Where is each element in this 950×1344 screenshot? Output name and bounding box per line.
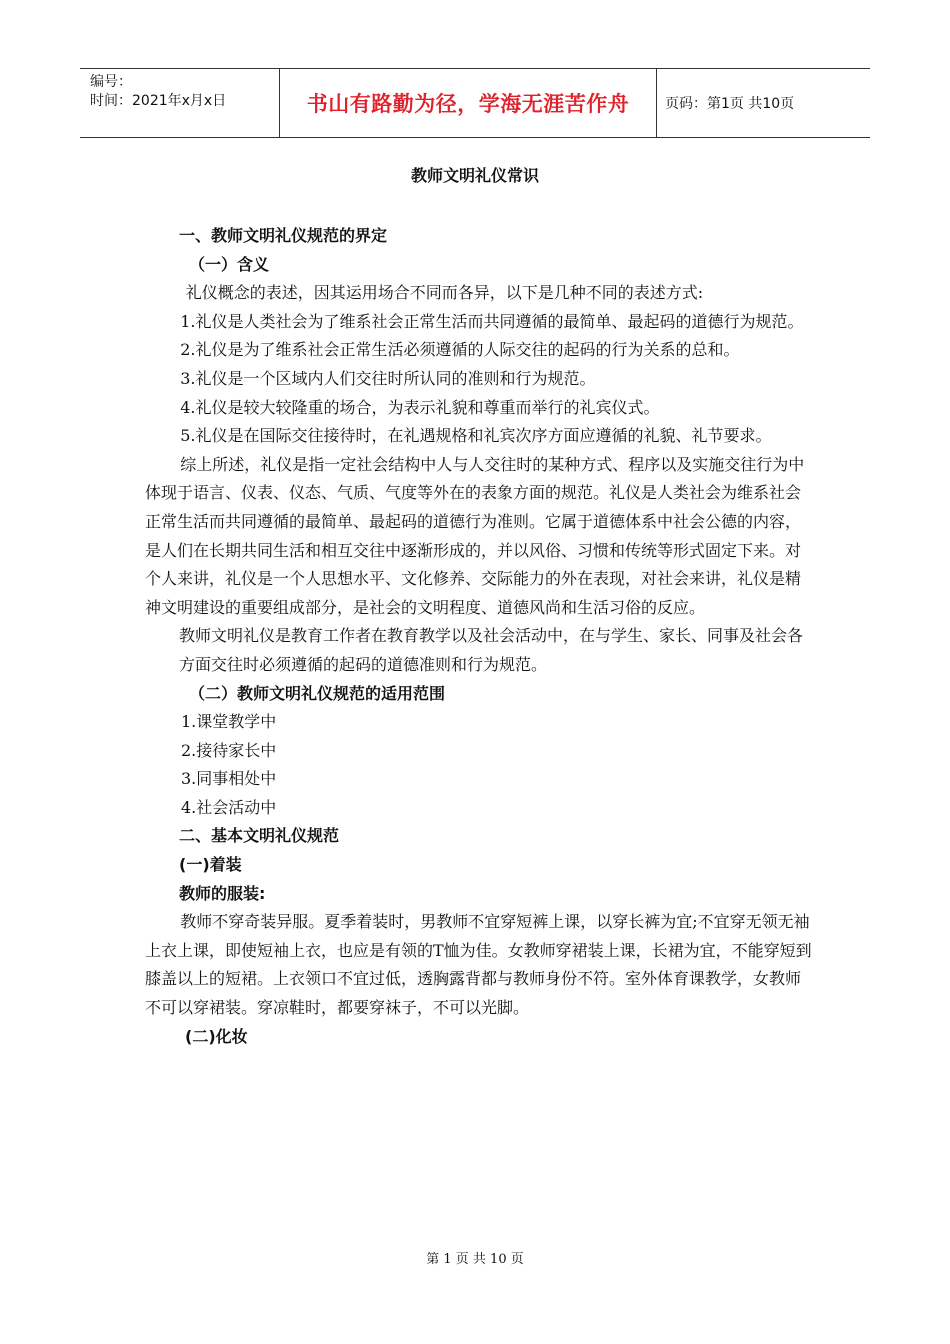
definition-3: 3.礼仪是一个区域内人们交往时所认同的准则和行为规范。 [180,368,596,388]
header-meta [80,69,280,137]
section-1-sub-2: （二）教师文明礼仪规范的适用范围 [189,683,446,703]
section-2-sub-2: (二)化妆 [185,1026,248,1046]
section-1-sub-1: （一）含义 [189,254,270,274]
summary-paragraph: 综上所述，礼仪是指一定社会结构中人与人交往时的某种方式、程序以及实施交往行为中体现于语言、仪表、仪态、气质、气度等外在的表象方面的规范。礼仪是人类社会为维系社会正常生活而共同遵循的最简单、最起码的道德行为准则。它属于道德体系中社会公德的内容，是人们在长期共同生活和相互交往中逐渐形成的，并以风俗、习惯和传统等形式固定下来。对个人来讲，礼仪是一个人思想水平、文化修养、交际能力的外在表现，对社会来讲，礼仪是精神文明建设的重要组成部分，是社会的文明程度、道德风尚和生活习俗的反应。 [145,454,805,617]
definition-5: 5.礼仪是在国际交往接待时，在礼遇规格和礼宾次序方面应遵循的礼貌、礼节要求。 [180,426,772,446]
clothing-paragraph: 教师不穿奇装异服。夏季着装时，男教师不宜穿短裤上课，以穿长裤为宜;不宜穿无领无袖上衣上课，即使短袖上衣，也应是有领的T恤为佳。女教师穿裙装上课，长裙为宜，不能穿短到膝盖以上的短裙。上衣领口不宜过低，透胸露背都与教师身份不符。室外体育课教学，女教师不可以穿裙装。穿凉鞋时，都要穿袜子，不可以光脚。 [145,912,812,1018]
teacher-definition: 教师文明礼仪是教育工作者在教育教学以及社会活动中，在与学生、家长、同事及社会各方面交往时必须遵循的起码的道德准则和行为规范。 [179,626,804,674]
page-footer: 第 1 页 共 10 页 [426,1252,524,1267]
intro-paragraph: 礼仪概念的表述，因其运用场合不同而各异，以下是几种不同的表述方式: [185,283,704,303]
section-1-heading: 一、教师文明礼仪规范的界定 [179,226,388,245]
section-2-sub-1: (一)着装 [179,855,242,875]
page-header [80,68,870,138]
scope-item: 3.同事相处中 [181,769,277,789]
definition-4: 4.礼仪是较大较隆重的场合，为表示礼貌和尊重而举行的礼宾仪式。 [180,397,660,417]
number-label: 编号： [90,74,132,90]
document-title: 教师文明礼仪常识 [410,166,539,185]
scope-item: 4.社会活动中 [181,797,277,817]
scope-item: 2.接待家长中 [181,740,277,760]
clothing-heading: 教师的服装: [179,883,266,903]
header-motto: 书山有路勤为径，学海无涯苦作舟 [280,69,657,137]
scope-item: 1.课堂教学中 [181,712,277,732]
document-body [145,222,813,1051]
date-label: 时间：2021年x月x日 [90,93,227,109]
section-2-heading: 二、基本文明礼仪规范 [179,826,340,846]
definition-2: 2.礼仪是为了维系社会正常生活必须遵循的人际交往的起码的行为关系的总和。 [180,340,740,360]
header-page-info: 页码：第1页 共10页 [665,96,795,112]
definition-1: 1.礼仪是人类社会为了维系社会正常生活而共同遵循的最简单、最起码的道德行为规范。 [180,311,804,331]
